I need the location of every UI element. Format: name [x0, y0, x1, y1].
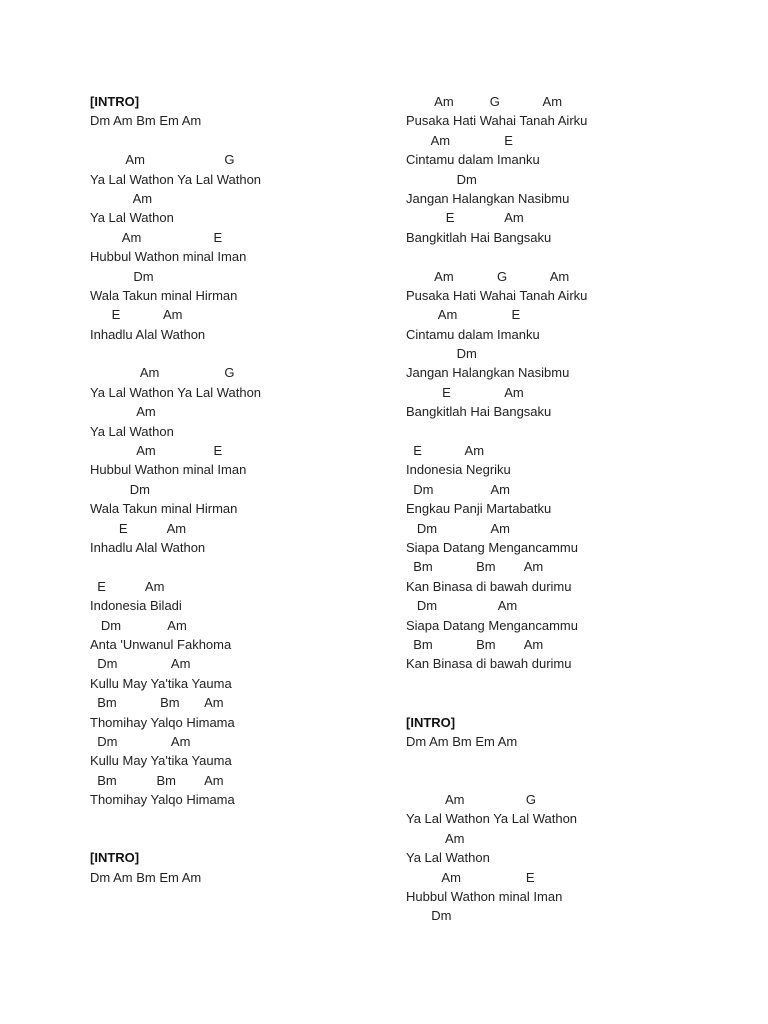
chord-line: Dm Am: [406, 520, 511, 536]
chord-line: Am G: [90, 152, 235, 168]
lyric-line: Inhadlu Alal Wathon: [90, 326, 206, 342]
chord-line: Bm Bm Am: [406, 636, 544, 652]
blank-line: [90, 344, 420, 363]
blank-line: [90, 131, 420, 150]
chord-line: Am G: [90, 365, 235, 381]
blank-line: [90, 557, 420, 576]
chord-line: Am: [90, 404, 156, 420]
chord-line: Dm Am Bm Em Am: [406, 733, 518, 749]
chord-line: Dm Am: [90, 617, 187, 633]
lyric-line: Kan Binasa di bawah durimu: [406, 656, 572, 672]
blank-line: [90, 829, 420, 848]
lyric-line: Jangan Halangkan Nasibmu: [406, 365, 570, 381]
chord-line: Bm Bm Am: [406, 559, 544, 575]
lyric-line: Wala Takun minal Hirman: [90, 287, 238, 303]
section-heading: [INTRO]: [406, 714, 456, 730]
lyric-line: Bangkitlah Hai Bangsaku: [406, 229, 552, 245]
chord-line: Am E: [406, 132, 513, 148]
lyric-line: Wala Takun minal Hirman: [90, 501, 238, 517]
chord-line: Dm: [406, 908, 452, 924]
chord-line: Dm Am Bm Em Am: [90, 113, 202, 129]
chord-line: Dm Am: [406, 598, 518, 614]
chord-line: E Am: [90, 578, 165, 594]
chord-line: E Am: [406, 443, 485, 459]
lyric-line: Ya Lal Wathon Ya Lal Wathon: [406, 811, 578, 827]
lyric-line: Thomihay Yalqo Himama: [90, 714, 235, 730]
chord-line: E Am: [406, 210, 524, 226]
lyric-line: Pusaka Hati Wahai Tanah Airku: [406, 113, 588, 129]
lyric-line: Hubbul Wathon minal Iman: [90, 462, 247, 478]
chord-line: Am E: [90, 443, 223, 459]
lyric-line: Indonesia Biladi: [90, 598, 182, 614]
lyric-line: Ya Lal Wathon: [406, 850, 490, 866]
lyric-line: Siapa Datang Mengancammu: [406, 617, 578, 633]
lyric-line: Pusaka Hati Wahai Tanah Airku: [406, 287, 588, 303]
lyric-line: Bangkitlah Hai Bangsaku: [406, 404, 552, 420]
lyric-line: Thomihay Yalqo Himama: [90, 792, 235, 808]
chord-line: Am G Am: [406, 94, 563, 109]
lyric-line: Kan Binasa di bawah durimu: [406, 578, 572, 594]
section-heading: [INTRO]: [90, 94, 140, 109]
chord-line: Bm Bm Am: [90, 772, 224, 788]
lyric-line: Cintamu dalam Imanku: [406, 152, 540, 168]
lyric-line: Ya Lal Wathon: [90, 423, 174, 439]
chord-line: Am: [90, 190, 153, 206]
chord-line: Am E: [90, 229, 223, 245]
chord-line: Dm: [90, 481, 150, 497]
chord-line: Dm Am: [90, 733, 191, 749]
blank-line: [406, 422, 736, 441]
chord-line: Dm: [406, 171, 477, 187]
chord-line: E Am: [406, 384, 524, 400]
lyric-line: Ya Lal Wathon Ya Lal Wathon: [90, 384, 262, 400]
lyric-line: Inhadlu Alal Wathon: [90, 539, 206, 555]
blank-line: [406, 693, 736, 712]
chord-line: Am E: [406, 869, 535, 885]
lyric-line: Ya Lal Wathon Ya Lal Wathon: [90, 171, 262, 187]
chord-line: E Am: [90, 520, 187, 536]
left-column: [90, 92, 420, 887]
lyric-line: Hubbul Wathon minal Iman: [406, 889, 563, 905]
lyric-line: Indonesia Negriku: [406, 462, 511, 478]
blank-line: [90, 809, 420, 828]
chord-line: Am G Am: [406, 268, 570, 284]
lyric-line: Jangan Halangkan Nasibmu: [406, 190, 570, 206]
chord-line: E Am: [90, 307, 183, 323]
lyric-line: Ya Lal Wathon: [90, 210, 174, 226]
lyric-line: Anta 'Unwanul Fakhoma: [90, 636, 232, 652]
lyric-line: Cintamu dalam Imanku: [406, 326, 540, 342]
lyric-line: Hubbul Wathon minal Iman: [90, 249, 247, 265]
chord-line: Dm: [90, 268, 154, 284]
lyric-line: Siapa Datang Mengancammu: [406, 539, 578, 555]
lyric-line: Engkau Panji Martabatku: [406, 501, 552, 517]
blank-line: [406, 771, 736, 790]
chord-line: Dm Am: [406, 481, 511, 497]
chord-line: Am: [406, 830, 465, 846]
chord-line: Dm Am Bm Em Am: [90, 869, 202, 885]
blank-line: [406, 674, 736, 693]
lyric-line: Kullu May Ya'tika Yauma: [90, 675, 232, 691]
chord-line: Dm Am: [90, 656, 191, 672]
right-column: [406, 92, 736, 926]
chord-line: Am G: [406, 792, 537, 808]
section-heading: [INTRO]: [90, 850, 140, 866]
chord-line: Am E: [406, 307, 521, 323]
blank-line: [406, 751, 736, 770]
chord-line: Bm Bm Am: [90, 695, 224, 711]
chord-line: Dm: [406, 346, 477, 362]
lyric-line: Kullu May Ya'tika Yauma: [90, 753, 232, 769]
blank-line: [406, 247, 736, 266]
